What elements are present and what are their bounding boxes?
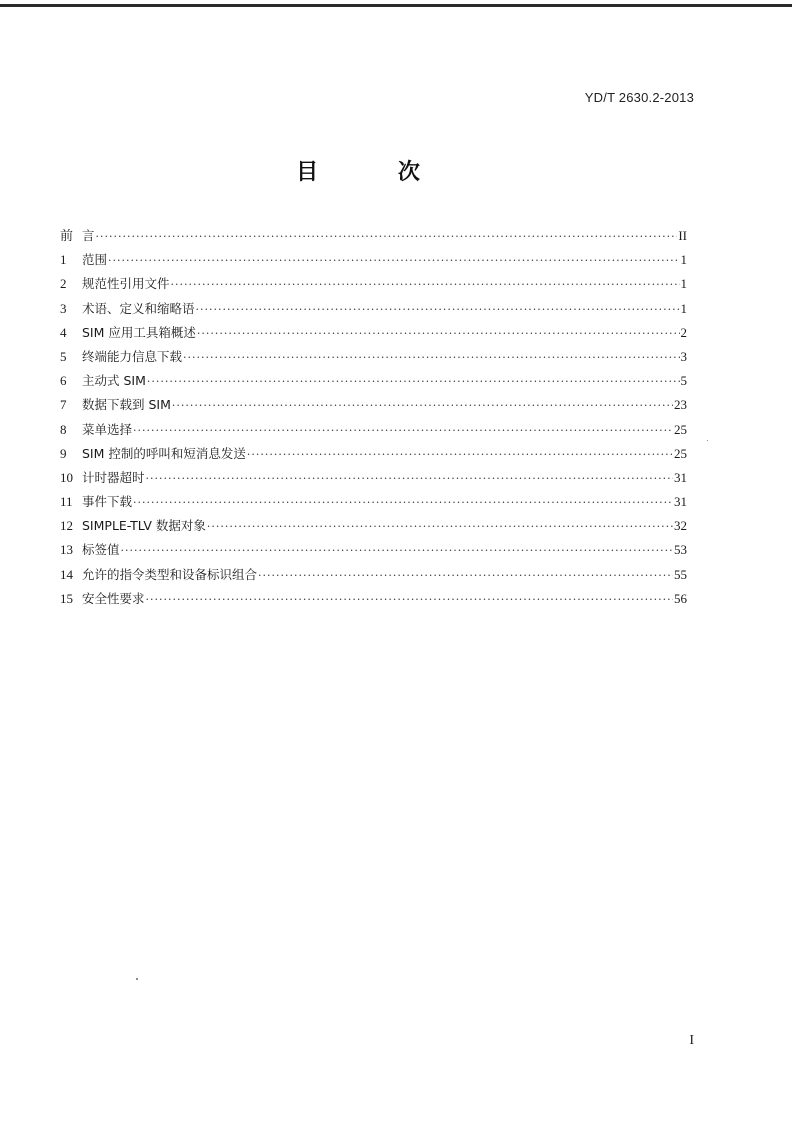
toc-entry-page: 31 (674, 494, 687, 510)
toc-dot-leader (258, 564, 673, 588)
toc-entry-page: 3 (680, 348, 687, 364)
toc-entry-1[interactable] (60, 248, 687, 272)
toc-entry-6[interactable] (60, 369, 687, 393)
toc-dot-leader (172, 394, 673, 418)
toc-entry-15[interactable] (60, 587, 687, 611)
toc-entry-label: 计时器超时 (82, 469, 145, 485)
toc-entry-page: 1 (680, 300, 687, 316)
toc-entry-label: SIM 应用工具箱概述 (82, 324, 196, 340)
toc-entry-number: 4 (60, 324, 67, 340)
toc-entry-3[interactable] (60, 297, 687, 321)
toc-entry-page: 25 (674, 421, 687, 437)
toc-dot-leader (147, 370, 680, 394)
toc-entry-5[interactable] (60, 345, 687, 369)
toc-entry-4[interactable] (60, 321, 687, 345)
toc-entry-page: 1 (680, 252, 687, 268)
scan-speck (136, 978, 138, 980)
toc-entry-page: 23 (674, 397, 687, 413)
toc-dot-leader (121, 539, 673, 563)
toc-entry-12[interactable] (60, 514, 687, 538)
toc-entry-page: 55 (674, 566, 687, 582)
toc-entry-number: 15 (60, 590, 73, 606)
page-number: I (689, 1033, 694, 1048)
scan-speck (707, 440, 708, 441)
toc-entry-11[interactable] (60, 490, 687, 514)
toc-entry-label: 言 (82, 228, 95, 243)
toc-entry-label: 术语、定义和缩略语 (82, 300, 195, 316)
toc-entry-number: 13 (60, 542, 73, 558)
toc-entry-10[interactable] (60, 466, 687, 490)
toc-entry-label: 主动式 SIM (82, 373, 146, 389)
toc-entry-13[interactable] (60, 538, 687, 562)
toc-entry-number: 8 (60, 421, 67, 437)
toc-dot-leader (196, 298, 680, 322)
top-border-rule (0, 4, 792, 7)
toc-entry-label: 允许的指令类型和设备标识组合 (82, 566, 258, 582)
toc-entry-label: 数据下载到 SIM (82, 397, 171, 413)
toc-entry-label: 菜单选择 (82, 421, 133, 437)
toc-entry-label: 安全性要求 (82, 590, 145, 606)
toc-entry-page: II (678, 228, 687, 243)
toc-dot-leader (133, 419, 673, 443)
toc-entry-foreword[interactable] (60, 224, 687, 248)
document-code: YD/T 2630.2-2013 (584, 90, 694, 105)
toc-entry-label: 规范性引用文件 (82, 276, 170, 292)
toc-entry-number: 12 (60, 518, 73, 534)
toc-entry-label: SIM 控制的呼叫和短消息发送 (82, 445, 246, 461)
toc-entry-page: 2 (680, 324, 687, 340)
toc-dot-leader (247, 443, 673, 467)
toc-entry-label: 标签值 (82, 542, 120, 558)
toc-entry-number: 前 (60, 228, 74, 243)
toc-entry-number: 11 (60, 494, 73, 510)
toc-entry-number: 10 (60, 469, 73, 485)
toc-entry-9[interactable] (60, 442, 687, 466)
toc-entry-number: 2 (60, 276, 67, 292)
toc-entry-label: 范围 (82, 252, 108, 268)
toc-dot-leader (171, 273, 680, 297)
toc-entry-number: 6 (60, 373, 67, 389)
toc-dot-leader (146, 588, 673, 612)
toc-entry-page: 32 (674, 518, 687, 534)
toc-title: 目 次 (296, 160, 456, 185)
toc-dot-leader (183, 346, 679, 370)
toc-entry-page: 25 (674, 445, 687, 461)
toc-entry-number: 9 (60, 445, 67, 461)
toc-dot-leader (96, 225, 678, 249)
toc-entry-number: 7 (60, 397, 67, 413)
toc-entry-8[interactable] (60, 418, 687, 442)
toc-entry-number: 14 (60, 566, 73, 582)
toc-entry-14[interactable] (60, 563, 687, 587)
toc-entry-page: 1 (680, 276, 687, 292)
toc-entry-label: 事件下载 (82, 494, 133, 510)
toc-entry-label: SIMPLE-TLV 数据对象 (82, 518, 206, 534)
toc-entry-page: 5 (680, 373, 687, 389)
toc-list (60, 224, 687, 611)
toc-entry-page: 53 (674, 542, 687, 558)
toc-dot-leader (197, 322, 680, 346)
toc-dot-leader (146, 467, 673, 491)
toc-entry-number: 5 (60, 348, 67, 364)
toc-entry-number: 1 (60, 252, 67, 268)
toc-dot-leader (133, 491, 673, 515)
toc-entry-page: 56 (674, 590, 687, 606)
toc-entry-page: 31 (674, 469, 687, 485)
toc-entry-2[interactable] (60, 272, 687, 296)
toc-entry-label: 终端能力信息下载 (82, 348, 183, 364)
toc-entry-number: 3 (60, 300, 67, 316)
toc-entry-7[interactable] (60, 393, 687, 417)
toc-dot-leader (108, 249, 679, 273)
toc-dot-leader (207, 515, 673, 539)
